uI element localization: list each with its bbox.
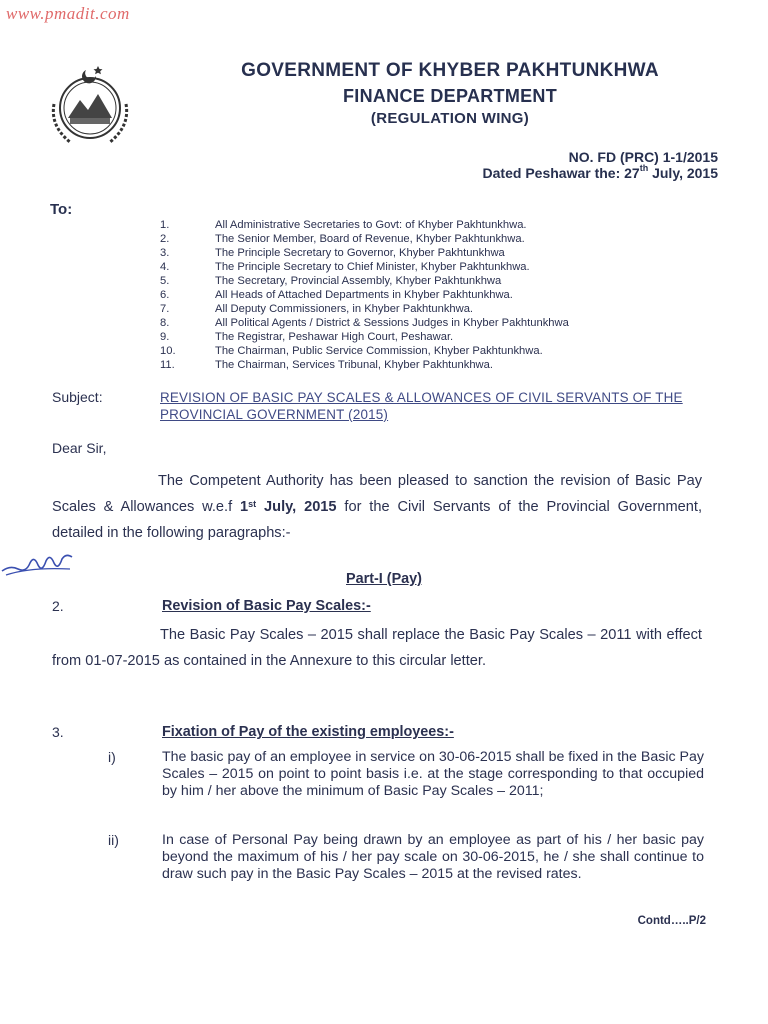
reference-date: Dated Peshawar the: 27th July, 2015 [482,163,718,181]
subject-label: Subject: [52,389,103,405]
continued-note: Contd…..P/2 [637,915,706,927]
section-paragraph: The Basic Pay Scales – 2015 shall replace the Basic Pay Scales – 2011 with effect from 01-07-2015 as contained in the Annexure to this circular letter. [52,627,702,669]
intro-paragraph: The Competent Authority has been pleased to sanction the revision of Basic Pay Scales & Allowances w.e.f 1st July, 2015 for the Civil Servants of the Provincial Government, detailed in the following paragraphs:- [52,473,703,541]
subsection-text: In case of Personal Pay being drawn by an employee as part of his / her basic pay beyond the maximum of his / her pay scale on 30-06-2015, he / she shall continue to draw such pay in the Basic Pay Scales – 2015 at the revised rates. [162,832,704,882]
section-number: 3. [52,724,64,740]
list-item: 6. All Heads of Attached Departments in Khyber Pakhtunkhwa. [160,289,513,301]
subsection-number: i) [108,749,116,765]
watermark-text: www.pmadit.com [6,4,130,23]
header-government: GOVERNMENT OF KHYBER PAKHTUNKHWA [241,60,659,81]
list-item: 1. All Administrative Secretaries to Govt: of Khyber Pakhtunkhwa. [160,219,527,231]
government-emblem-icon [40,56,140,156]
list-item: 7. All Deputy Commissioners, in Khyber Pakhtunkhwa. [160,303,474,315]
recipient-list [160,218,720,372]
list-item: 11. The Chairman, Services Tribunal, Khyber Pakhtunkhwa. [160,359,493,371]
section-heading: Fixation of Pay of the existing employees:- [162,724,454,740]
section-number: 2. [52,598,64,614]
header-wing: (REGULATION WING) [370,110,530,127]
list-item: 9. The Registrar, Peshawar High Court, Peshawar. [160,331,454,343]
subsection-text: The basic pay of an employee in service on 30-06-2015 shall be fixed in the Basic Pay Scales – 2015 on point to point basis i.e. at the stage corresponding to that occupied by him / her above the minimum of Basic Pay Scales – 2011; [162,749,704,799]
list-item: 5. The Secretary, Provincial Assembly, Khyber Pakhtunkhwa [160,275,502,287]
list-item: 8. All Political Agents / District & Sessions Judges in Khyber Pakhtunkhwa [160,317,569,329]
list-item: 4. The Principle Secretary to Chief Minister, Khyber Pakhtunkhwa. [160,261,530,273]
reference-number: NO. FD (PRC) 1-1/2015 [568,149,718,165]
subject-text: REVISION OF BASIC PAY SCALES & ALLOWANCES OF CIVIL SERVANTS OF THE PROVINCIAL GOVERNMENT (2015) [160,390,683,422]
list-item: 10. The Chairman, Public Service Commission, Khyber Pakhtunkhwa. [160,345,543,357]
to-label: To: [50,201,73,218]
salutation: Dear Sir, [52,440,107,456]
subsection-number: ii) [108,832,119,848]
header-department: FINANCE DEPARTMENT [342,86,558,106]
section-heading: Revision of Basic Pay Scales:- [162,598,371,614]
list-item: 2. The Senior Member, Board of Revenue, Khyber Pakhtunkhwa. [160,233,525,245]
list-item: 3. The Principle Secretary to Governor, Khyber Pakhtunkhwa [160,247,505,259]
part-heading: Part-I (Pay) [346,571,422,587]
